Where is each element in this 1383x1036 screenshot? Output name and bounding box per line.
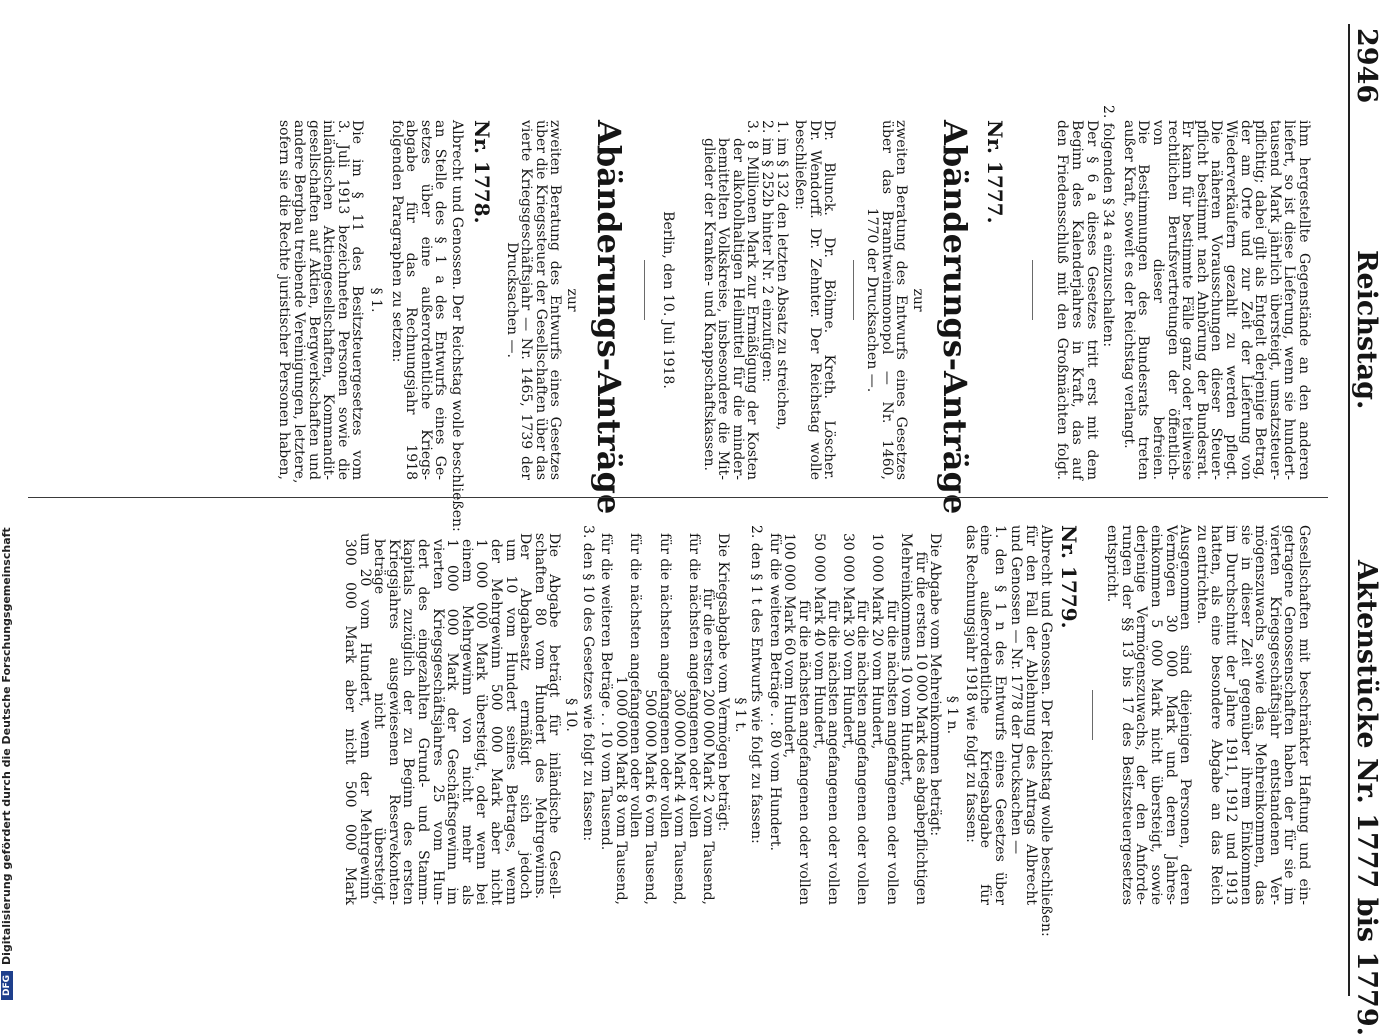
dateline: Berlin, den 10. Juli 1918. [660, 211, 676, 389]
text-line: vierte Kriegsgeschäftsjahr — Nr. 1465, 1739 der [518, 120, 535, 480]
text-line: von dieser befreien. [1150, 120, 1166, 480]
list-item: eine außerordentliche Kriegsabgabe für [977, 525, 994, 905]
text-line: der Mehrgewinn 500 000 Mark aber nicht [488, 539, 504, 905]
text-line: liefert, so ist diese Lieferung, wenn sie hundert- [1281, 120, 1298, 480]
text-line: mögenszuwachs sowie das Mehreinkommen, das [1252, 525, 1269, 905]
text-line: abgabe für das Rechnungsjahr 1918 [403, 120, 420, 480]
text-line: ihm hergestellte Gegenstände an den anderen [1296, 120, 1312, 480]
text-line: sofern sie die Rechte juristischer Personen haben, [276, 120, 293, 480]
text-line: Dr. Blunck. Dr. Böhme. Kreth. Löscher. [821, 120, 838, 480]
text-line: Albrecht und Genossen. Der Reichstag wolle beschließen: [1037, 525, 1054, 937]
text-line: den Friedensschluß mit den Großmächten folgt. [1054, 120, 1071, 480]
text-line: 3. Juli 1913 bezeichneten Personen sowie die [334, 120, 351, 480]
text-line: einkommen 5 000 Mark nicht übersteigt, sowie [1148, 525, 1164, 905]
text-line: zu entrichten. [1193, 525, 1210, 625]
text-line: kapitals zuzüglich der zu Beginn des ersten [400, 539, 417, 905]
text-line: getragene Genossenschaften haben der für sie im [1281, 525, 1298, 905]
text-line: rechtlichen Berufsvertretungen der öffentlich- [1164, 120, 1181, 480]
text-line: derjenige Vermögenszuwachs, der den Anforde- [1133, 525, 1150, 905]
text-line: Drucksachen —. [503, 242, 520, 358]
text-line: inländischen Aktiengesellschaften, Kommandit- [320, 120, 337, 480]
text-line: für die nächsten angefangenen oder vollen [854, 600, 871, 905]
list-item: 2. den § 1 t des Entwurfs wie folgt zu fassen: [748, 525, 765, 844]
text-line: 100 000 Mark 60 vom Hundert, [781, 533, 798, 759]
text-line: der am Orte und zur Zeit der Lieferung von [1237, 120, 1254, 480]
list-item: 2. im § 252b hinter Nr. 2 einzufügen: [759, 120, 775, 383]
credit-text: Digitalisierung gefördert durch die Deutsche Forschungsgemeinschaft [0, 527, 13, 965]
text-line: 500 000 Mark 6 vom Tausend, [642, 689, 658, 905]
list-item: bemittelten Volkskreise, insbesondere die Mit- [715, 138, 732, 480]
list-item: der alkoholhaltigen Heilmittel für die minder- [729, 138, 746, 480]
text-line: Kriegsjahres ausgewiesenen Reservekonten- [385, 539, 402, 905]
section-number: Nr. 1777. [982, 120, 1007, 224]
running-head-aktenstuecke: Aktenstücke Nr. 1777 bis 1779. [1351, 560, 1382, 1036]
header-rule [1348, 24, 1350, 996]
section-title: Abänderungs-Anträge [590, 120, 628, 515]
text-line: für die nächsten angefangenen oder vollen [883, 600, 900, 905]
list-item: 3. den § 10 des Gesetzes wie folgt zu fassen: [579, 525, 596, 842]
text-line: Gesellschaften mit beschränkter Haftung und ein- [1296, 525, 1312, 905]
text-line: tausend Mark jährlich übersteigt, umsatzsteuer- [1266, 120, 1283, 480]
text-line: beschließen: [792, 120, 809, 210]
section-number: Nr. 1779. [1056, 525, 1081, 629]
page-number: 2946 [1351, 28, 1382, 104]
text-line: über die Kriegssteuer der Gesellschaften über das [532, 120, 549, 480]
text-line: für die nächsten angefangenen oder vollen [656, 533, 673, 838]
text-line: für die nächsten angefangenen oder vollen [796, 600, 812, 905]
text-line: 1 000 000 Mark der Geschäftsgewinn im [444, 539, 461, 905]
text-line: 10 000 Mark 20 vom Hundert, [869, 533, 885, 750]
list-item: 1. den § 1 n des Entwurfs eines Gesetzes über [991, 525, 1008, 905]
separator-rule [853, 260, 854, 320]
text-line: Er kann für bestimmte Fälle ganz oder teilweise [1179, 120, 1196, 480]
text-line: 1770 der Drucksachen —. [864, 207, 880, 393]
text-line: 1 000 000 Mark 8 vom Tausend, [612, 676, 629, 905]
text-line: Die Bestimmungen des Bundesrats treten [1135, 120, 1152, 480]
list-item: das Rechnungsjahr 1918 wie folgt zu fassen: [962, 525, 979, 843]
text-line: und Genossen — Nr. 1778 der Drucksachen — [1008, 525, 1025, 855]
text-line: Dr. Wendorff. Dr. Zehnter. Der Reichstag wolle [806, 120, 823, 480]
separator-rule [1092, 690, 1093, 740]
text-line: vierten Kriegsgeschäftsjahr entstandenen Ver- [1266, 525, 1283, 905]
text-line: zur [564, 288, 580, 312]
text-line: für die nächsten angefangenen oder vollen [825, 600, 842, 905]
text-line: Albrecht und Genossen. Der Reichstag wolle beschließen: [449, 120, 465, 532]
text-line: für die nächsten angefangenen oder vollen [685, 533, 702, 838]
text-line: Die Abgabe vom Mehreinkommen beträgt: [927, 533, 944, 837]
list-item: glieder der Kranken- und Knappschaftskassen. [700, 138, 717, 471]
paragraph-heading: § 1. [368, 287, 384, 313]
text-line: um 10 vom Hundert seines Betrages, wenn [502, 539, 519, 905]
dfg-logo: DFG [1, 971, 13, 1000]
section-title: Abänderungs-Anträge [935, 120, 974, 515]
text-line: Die Kriegsabgabe vom Vermögen beträgt: [715, 533, 731, 832]
text-line: für die weiteren Beträge . . 10 vom Tausend. [598, 533, 615, 851]
text-line: Der § 6 a dieses Gesetzes tritt erst mit dem [1083, 120, 1100, 480]
text-line: hatten, als eine besondere Abgabe an das Reich [1208, 525, 1225, 905]
separator-rule [1032, 260, 1033, 320]
text-line: 300 000 Mark aber nicht 500 000 Mark [342, 539, 358, 905]
text-line: zur [909, 288, 926, 312]
text-line: im Durchschnitt der Jahre 1911, 1912 und 1913 [1223, 525, 1239, 905]
text-line: 1 000 000 Mark übersteigt, oder wenn bei [473, 539, 490, 905]
text-line: 30 000 Mark 30 vom Hundert, [839, 533, 856, 750]
text-line: für die ersten 200 000 Mark 2 vom Tausend, [700, 588, 717, 905]
running-head-reichstag: Reichstag. [1351, 250, 1382, 410]
text-line: entspricht. [1104, 525, 1121, 603]
paragraph-heading: § 1 t. [731, 697, 748, 733]
text-line: für den Fall der Ablehnung des Antrags Albrecht [1023, 525, 1039, 905]
text-line: schaften 80 vom Hundert des Mehrgewinns. [531, 533, 548, 899]
text-line: dert des eingezahlten Grund- und Stamm- [415, 539, 431, 905]
text-line: zweiten Beratung des Entwurfs eines Gesetzes [893, 120, 910, 480]
text-line: pflicht bestimmt nach Anhörung der Bundesrat. [1193, 120, 1210, 480]
paragraph-heading: § 1 n. [944, 695, 960, 735]
text-line: folgenden Paragraphen zu setzen: [388, 120, 405, 363]
text-line: Wiederverkäufern gezahlt zu werden pflegt. [1223, 120, 1239, 480]
text-line: über das Branntweinmonopol — Nr. 1460, [878, 120, 895, 480]
text-line: 300 000 Mark 4 vom Tausend, [671, 689, 688, 905]
paragraph-heading: § 10. [563, 698, 579, 732]
text-line: um 20 vom Hundert, wenn der Mehrgewinn [356, 533, 373, 899]
list-item: 2. folgenden § 34 a einzuschalten: [1100, 105, 1117, 348]
digitization-credit [0, 0, 20, 1000]
text-line: einem Mehrgewinn von nicht mehr als [458, 539, 475, 905]
text-line: an Stelle des § 1 a des Entwurfs eines Ge- [432, 120, 449, 480]
text-line: setzes über eine außerordentliche Kriegs- [417, 120, 434, 480]
text-line: außer Kraft, soweit es der Reichstag verlangt. [1120, 120, 1137, 449]
text-line: Vermögen 30 000 Mark und deren Jahres- [1162, 525, 1179, 905]
text-line: gesellschaften auf Aktien, Bergwerkschaften und [305, 120, 322, 480]
text-line: Die im § 11 des Besitzsteuergesetzes vom [349, 120, 366, 480]
text-line: für die ersten 10 000 Mark des abgabepflichtigen [912, 551, 929, 905]
text-line: für die nächsten angefangenen oder vollen [627, 533, 644, 838]
text-line: vierten Kriegsgeschäftsjahres 25 vom Hun- [429, 539, 446, 905]
section-number: Nr. 1778. [470, 120, 494, 224]
text-line: Der Abgabesatz ermäßigt sich jedoch [517, 533, 534, 899]
list-item: 3. 8 Millionen Mark zur Ermäßigung der Kosten [744, 120, 761, 480]
text-line: für die weiteren Beträge . . 80 vom Hundert. [766, 533, 783, 851]
text-line: Die Abgabe beträgt für inländische Gesell- [546, 533, 563, 899]
text-line: andere Bergbau treibende Vereinigungen, letztere, [291, 120, 307, 484]
text-line: beträge nicht übersteigt, [371, 539, 388, 905]
text-line: Beginn des Kalenderjahres in Kraft, das auf [1069, 120, 1085, 480]
text-line: Ausgenommen sind diejenigen Personen, deren [1177, 525, 1194, 905]
text-line: zweiten Beratung des Entwurfs eines Gesetzes [547, 120, 564, 480]
list-item: 1. im § 132 den letzten Absatz zu streichen, [773, 120, 790, 431]
text-line: 50 000 Mark 40 vom Hundert, [810, 533, 827, 750]
column-separator [28, 497, 1328, 498]
text-line: sie in dieser Zeit gegenüber ihrem Einkommen [1237, 525, 1254, 905]
separator-rule [644, 260, 645, 320]
text-line: Die näheren Vorausschungen dieser Steuer- [1208, 120, 1225, 480]
text-line: rungen der §§ 13 bis 17 des Besitzsteuergesetzes [1118, 525, 1135, 905]
text-line: Mehreinkommens 10 vom Hundert, [898, 533, 915, 787]
text-line: pflichtig; dabei gilt als Entgelt derjenige Betrag, [1252, 120, 1269, 480]
